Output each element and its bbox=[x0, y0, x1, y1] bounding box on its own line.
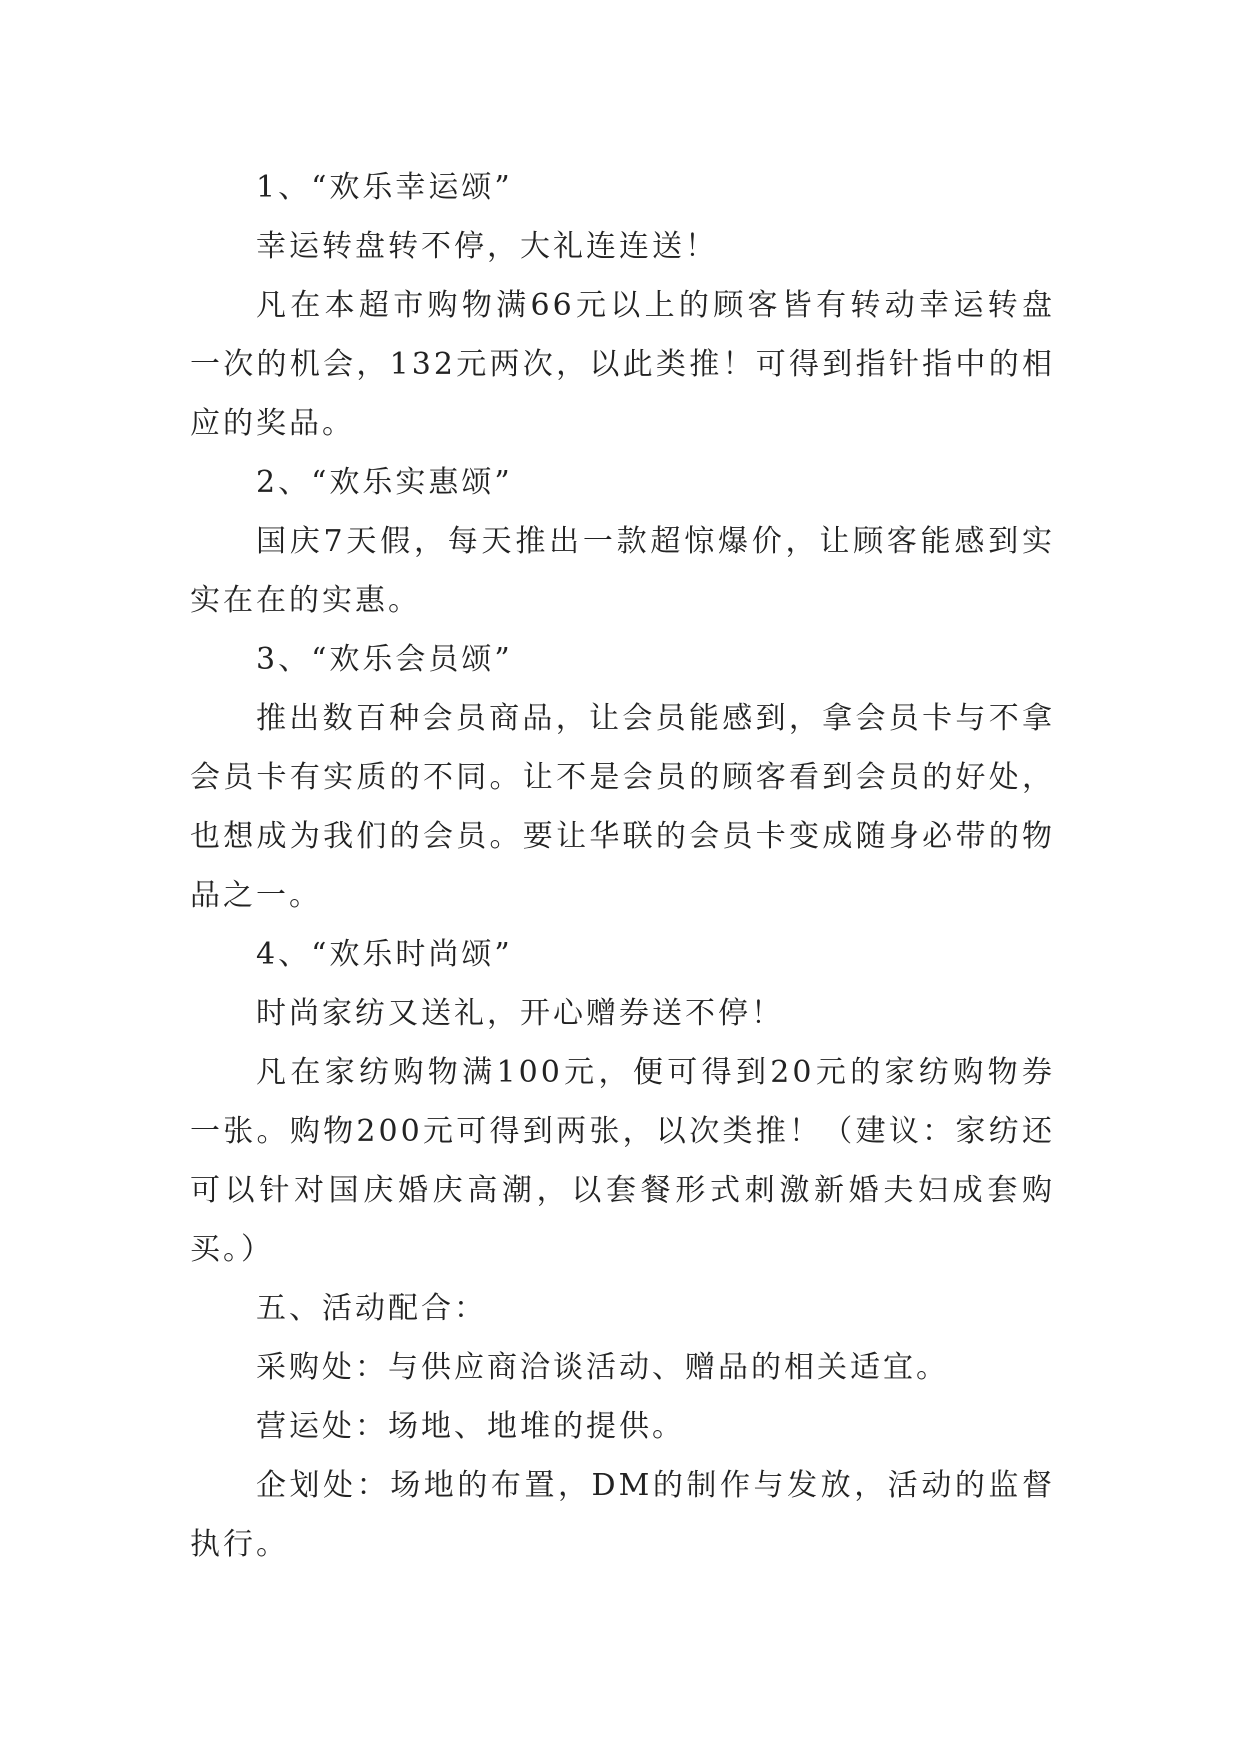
paragraph-member-detail: 推出数百种会员商品，让会员能感到，拿会员卡与不拿会员卡有实质的不同。让不是会员的顾客看到会员的好处，也想成为我们的会员。要让华联的会员卡变成随身必带的物品之一。 bbox=[190, 701, 1055, 913]
paragraph-purchasing: 采购处：与供应商洽谈活动、赠品的相关适宜。 bbox=[256, 1350, 949, 1385]
section-heading-fashion: 4、“欢乐时尚颂” bbox=[256, 937, 513, 972]
section-heading-value: 2、“欢乐实惠颂” bbox=[256, 465, 513, 500]
paragraph-value-detail: 国庆7天假，每天推出一款超惊爆价，让顾客能感到实实在在的实惠。 bbox=[190, 524, 1055, 618]
paragraph-planning: 企划处：场地的布置，DM的制作与发放，活动的监督执行。 bbox=[190, 1468, 1055, 1562]
paragraph-lucky-detail: 凡在本超市购物满66元以上的顾客皆有转动幸运转盘一次的机会，132元两次，以此类推！可得到指针指中的相应的奖品。 bbox=[190, 288, 1055, 441]
document-body bbox=[190, 158, 1055, 1574]
section-heading-lucky: 1、“欢乐幸运颂” bbox=[256, 170, 513, 205]
paragraph-lucky-slogan: 幸运转盘转不停，大礼连连送！ bbox=[256, 229, 718, 264]
section-heading-coordination: 五、活动配合： bbox=[256, 1291, 487, 1326]
paragraph-fashion-detail: 凡在家纺购物满100元，便可得到20元的家纺购物券一张。购物200元可得到两张，以次类推！（建议：家纺还可以针对国庆婚庆高潮，以套餐形式刺激新婚夫妇成套购买。） bbox=[190, 1055, 1055, 1267]
section-heading-member: 3、“欢乐会员颂” bbox=[256, 642, 513, 677]
paragraph-fashion-slogan: 时尚家纺又送礼，开心赠券送不停！ bbox=[256, 996, 784, 1031]
paragraph-operations: 营运处：场地、地堆的提供。 bbox=[256, 1409, 685, 1444]
